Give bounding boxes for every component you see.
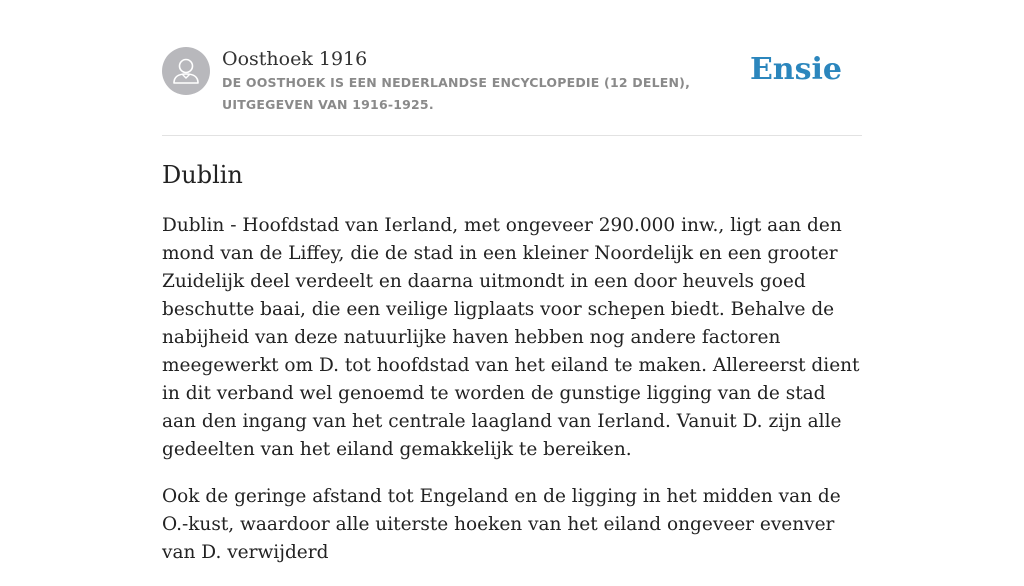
article-body [162,212,862,586]
article-paragraph: Ook de geringe afstand tot Engeland en de ligging in het midden van de O.-kust, waardoor alle uiterste hoeken van het eiland ongeveer evenver van D. verwijderd [162,486,841,563]
brand-logo[interactable]: Ensie [749,52,842,87]
article-paragraph: Dublin - Hoofdstad van Ierland, met ongeveer 290.000 inw., ligt aan den mond van de Liffey, die de stad in een kleiner Noordelijk en een grooter Zuidelijk deel verdeelt en daarna uitmondt in een door heuvels goed beschutte baai, die een veilige ligplaats voor schepen biedt. Behalve de nabijheid van deze natuurlijke haven hebben nog andere factoren meegewerkt om D. tot hoofdstad van het eiland te maken. Allereerst dient in dit verband wel genoemd te worden de gunstige ligging van de stad aan den ingang van het centrale laagland van Ierland. Vanuit D. zijn alle gedeelten van het eiland gemakkelijk te bereiken. [162,215,860,460]
article-title: Dublin [162,161,243,189]
source-description: DE OOSTHOEK IS EEN NEDERLANDSE ENCYCLOPEDIE (12 DELEN), UITGEGEVEN VAN 1916-1925. [222,75,691,112]
header-divider [162,135,862,136]
source-title[interactable]: Oosthoek 1916 [222,48,368,70]
source-header [162,46,862,116]
user-icon [162,47,210,95]
avatar[interactable] [162,47,210,95]
